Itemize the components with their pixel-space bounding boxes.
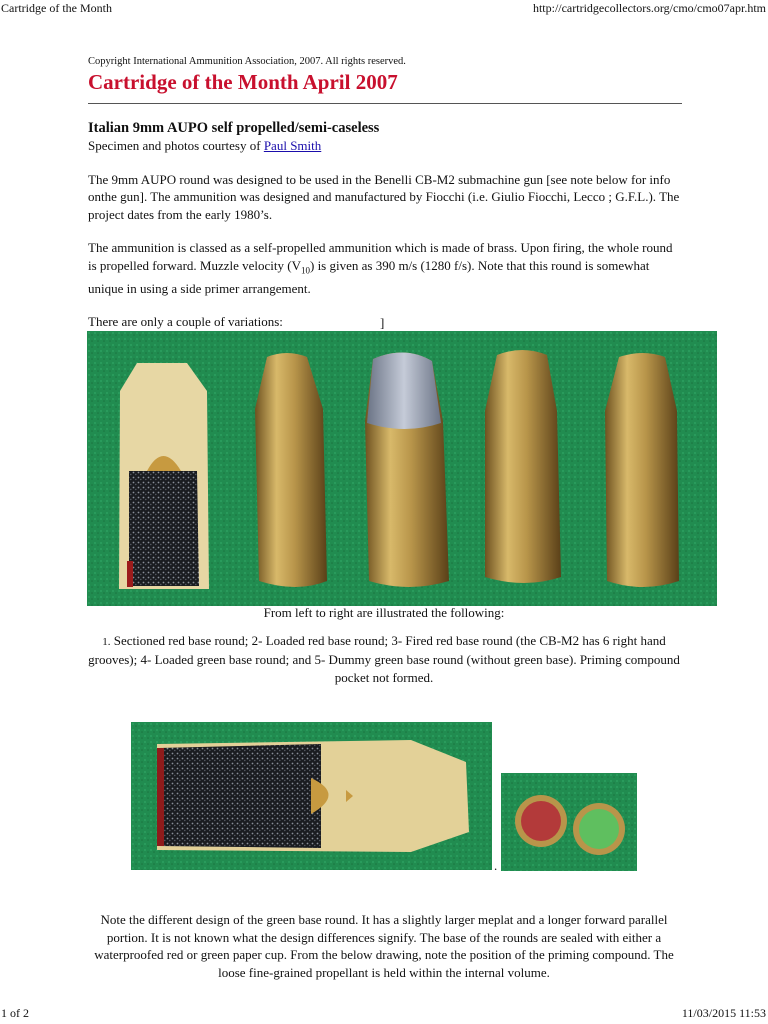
variation-list bbox=[88, 632, 680, 687]
paragraph-variations: There are only a couple of variations: bbox=[88, 314, 283, 330]
fired-red-base-round bbox=[365, 352, 449, 587]
photo-dot: . bbox=[494, 858, 498, 873]
cartridges-photo bbox=[87, 331, 717, 606]
list-item-text: Sectioned red base round; 2- Loaded red base round; 3- Fired red base round (the CB-M2 has 6 right hand grooves); 4- Loaded green base round; and 5- Dummy green base round (without green base). Priming compound pocket not formed. bbox=[88, 633, 680, 685]
sectioned-round-photo bbox=[131, 722, 492, 870]
para2-part-b: ) is given as 390 m/s (1280 f/s). Note that this round is somewhat unique in using a side primer arrangement. bbox=[88, 257, 650, 296]
article-title: Cartridge of the Month April 2007 bbox=[88, 70, 398, 94]
list-number: 1. bbox=[102, 636, 111, 648]
photo-caption: From left to right are illustrated the following: bbox=[263, 605, 505, 620]
velocity-subscript: 10 bbox=[300, 265, 310, 276]
page-title-header: Cartridge of the Month bbox=[1, 1, 112, 15]
page-url-header: http://cartridgecollectors.org/cmo/cmo07apr.htm bbox=[532, 1, 766, 15]
page-count: 1 of 2 bbox=[1, 1006, 29, 1020]
sectioned-red-base-round bbox=[119, 363, 209, 589]
credit-line bbox=[88, 137, 682, 155]
paragraph-classification bbox=[88, 239, 682, 297]
paul-smith-link[interactable]: Paul Smith bbox=[263, 138, 322, 153]
article bbox=[88, 55, 682, 331]
loaded-green-base-round bbox=[485, 350, 561, 583]
print-timestamp: 11/03/2015 11:53 bbox=[681, 1006, 766, 1020]
title-divider bbox=[88, 103, 682, 104]
base-cups-photo bbox=[501, 773, 637, 871]
stray-bracket: ] bbox=[380, 315, 385, 330]
article-subtitle: Italian 9mm AUPO self propelled/semi-caseless bbox=[88, 120, 380, 136]
print-header bbox=[0, 0, 768, 16]
para2-part-a: The ammunition is classed as a self-propelled ammunition which is made of brass. Upon firing, the whole round is propelled forward. Muzzle velocity (V bbox=[88, 240, 673, 273]
print-footer bbox=[0, 1006, 768, 1024]
loaded-red-base-round bbox=[255, 353, 327, 587]
paragraph-design-note: Note the different design of the green base round. It has a slightly larger meplat and a longer forward parallel portion. It is not known what the design differences signify. The base of the rounds are sealed with either a waterproofed red or green paper cup. From the below drawing, note the position of the priming compound. The loose fine-grained propellant is held within the internal volume. bbox=[94, 912, 674, 980]
paragraph-intro: The 9mm AUPO round was designed to be used in the Benelli CB-M2 submachine gun [see note below for info onthe gun]. The ammunition was designed and manufactured by Fiocchi (i.e. Giulio Fiocchi, Lecco ; G.F.L.). The project dates from the early 1980’s. bbox=[88, 171, 680, 222]
credit-prefix: Specimen and photos courtesy of bbox=[88, 138, 264, 153]
dummy-green-base-round bbox=[605, 353, 679, 587]
copyright-notice: Copyright International Ammunition Association, 2007. All rights reserved. bbox=[88, 56, 406, 67]
